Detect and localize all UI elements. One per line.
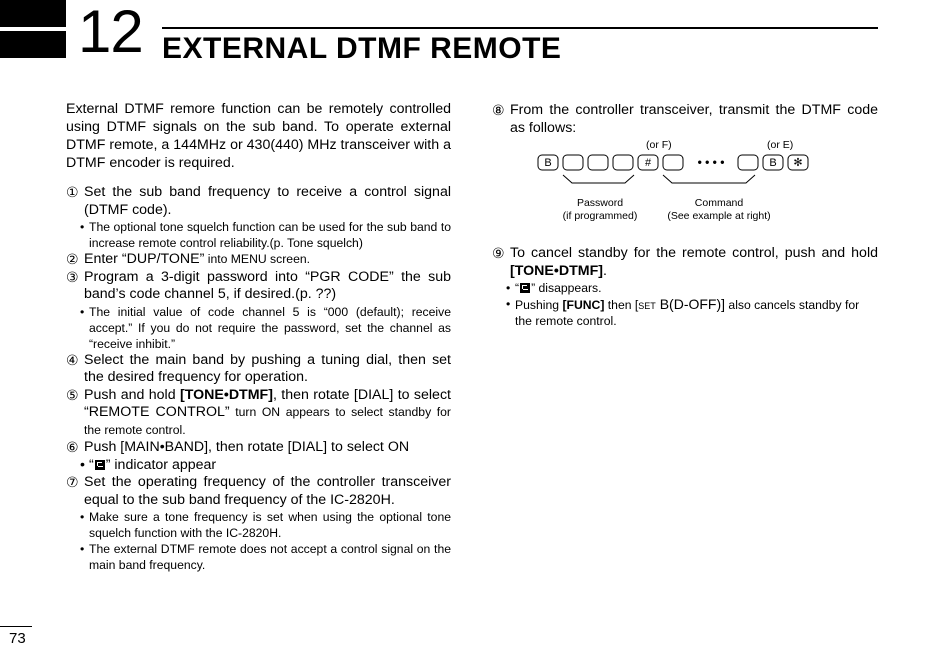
note-text-a: Pushing [515,298,563,312]
note-text [515,296,878,329]
step-1-note [66,219,451,251]
step-number: ⑧ [492,102,505,118]
command-sub-label: (See example at right) [667,210,771,222]
step-9-note-1 [492,280,878,296]
bullet: • [80,456,85,473]
step-4 [66,352,451,387]
step-number: ⑥ [66,439,79,455]
key-label-b: B [544,157,552,169]
note-text: The initial value of code channel 5 is “000 (default); receive accept.” If you do not require the password, set the channel as “receive inhibit.” [89,304,451,351]
step-text [84,251,451,269]
remote-indicator-icon [520,283,530,293]
chapter-tab-bar-top [0,0,66,27]
step-9 [492,245,878,280]
key-tone-dtmf: [TONE•DTMF] [179,386,273,403]
right-column [492,102,878,329]
dtmf-key-sequence [510,137,810,203]
note-text: The external DTMF remote does not accept a control signal on the main band frequency. [89,542,451,572]
left-column [66,100,451,573]
key-func: [FUNC] [562,298,605,312]
step-number: ① [66,184,79,200]
header-rule [162,27,878,29]
password-sub-label: (if programmed) [562,210,638,222]
note-text: Make sure a tone frequency is set when using the optional tone squelch function with the IC-2820H. [89,510,451,540]
chapter-tab-bar-bottom [0,31,66,58]
step-text [84,387,451,440]
bullet: • [506,281,511,295]
step-1 [66,184,451,219]
step-text-small: into MENU screen. [204,252,311,266]
or-f-label: (or F) [646,139,672,151]
key-box-digit-3 [613,155,633,170]
bullet: • [80,220,85,234]
disappears-text: ” disappears. [531,281,602,295]
bullet: • [506,297,511,311]
remote-indicator-icon [95,460,105,470]
step-text: Set the operating frequency of the controller transceiver equal to the sub band frequency of the IC-2820H. [84,474,451,508]
note-text-d: also cancels standby for the remote control. [515,298,860,328]
note-text [515,280,878,296]
key-box-command-end [738,155,758,170]
bullet: • [80,542,85,556]
key-box-digit-2 [588,155,608,170]
step-7 [66,474,451,509]
password-brace [563,175,634,183]
step-3 [66,269,451,304]
password-label: Password [576,197,624,209]
step-number: ③ [66,268,79,285]
page-number-rule [0,626,32,627]
note-text: The optional tone squelch function can be used for the sub band to increase remote control reliability.(p. Tone squelch) [89,220,451,250]
step-6 [66,439,451,457]
note-text-b: then [ [604,298,639,312]
step-number: ⑤ [66,386,79,403]
note-text [89,457,216,475]
key-set: set [638,297,656,312]
step-9-note-2 [492,296,878,329]
step-number: ⑦ [66,474,79,490]
step-text-a: To cancel standby for the remote control, push and hold [510,245,878,261]
key-box-command [663,155,683,170]
step-text: Set the sub band frequency to receive a control signal (DTMF code). [84,184,451,218]
step-7-note-1 [66,509,451,541]
chapter-tab [0,0,66,58]
intro-paragraph: External DTMF remore function can be remotely controlled using DTMF signals on the sub band. To operate external DTMF remote, a 144MHz or 430(440) MHz transceiver with a DTMF encoder is required. [66,101,451,171]
step-number: ⑨ [492,245,505,261]
key-tone-dtmf: [TONE•DTMF] [510,262,603,279]
step-3-note [66,304,451,352]
command-brace [663,175,755,183]
indicator-text: ” indicator appear [105,456,217,473]
step-2 [66,251,451,269]
step-text: Push [MAIN•BAND], then rotate [DIAL] to select ON [84,439,410,455]
step-text-b: . [602,262,607,279]
step-text-a: Push and hold [84,386,180,403]
step-text-b: , then rotate [DIAL] to select “REMOTE CONTROL” [84,386,451,420]
step-8 [492,102,878,137]
or-e-label: (or E) [767,139,794,151]
bullet: • [80,304,85,319]
step-number: ④ [66,351,79,368]
step-5 [66,387,451,440]
step-6-note [66,457,451,475]
dtmf-code-diagram [510,137,878,237]
step-text [510,245,878,280]
key-box-digit-1 [563,155,583,170]
step-text: Program a 3-digit password into “PGR CODE” the sub band’s code channel 5, if desired.(p. ??) [84,268,451,302]
key-label-hash: # [644,157,652,169]
key-label-b-end: B [769,157,777,169]
chapter-number: 12 [78,0,143,65]
step-text: From the controller transceiver, transmit the DTMF code as follows: [510,102,878,136]
step-text: Select the main band by pushing a tuning dial, then set the desired frequency for operation. [84,351,451,385]
command-label: Command [694,197,744,209]
step-number: ② [66,251,79,267]
key-sequence-dots: • • • • [697,155,725,169]
bullet: • [80,510,85,524]
key-d-off: B(D-OFF)] [655,296,726,312]
step-text-c: turn ON appears to select standby for the remote control. [84,405,451,437]
quote-open: “ [89,456,94,473]
step-7-note-2 [66,541,451,573]
chapter-title: EXTERNAL DTMF REMOTE [162,32,562,65]
page-number: 73 [9,630,26,647]
step-text-main: Enter “DUP/TONE” [84,251,205,267]
quote-open: “ [515,281,520,295]
key-label-star: ✻ [793,157,803,169]
